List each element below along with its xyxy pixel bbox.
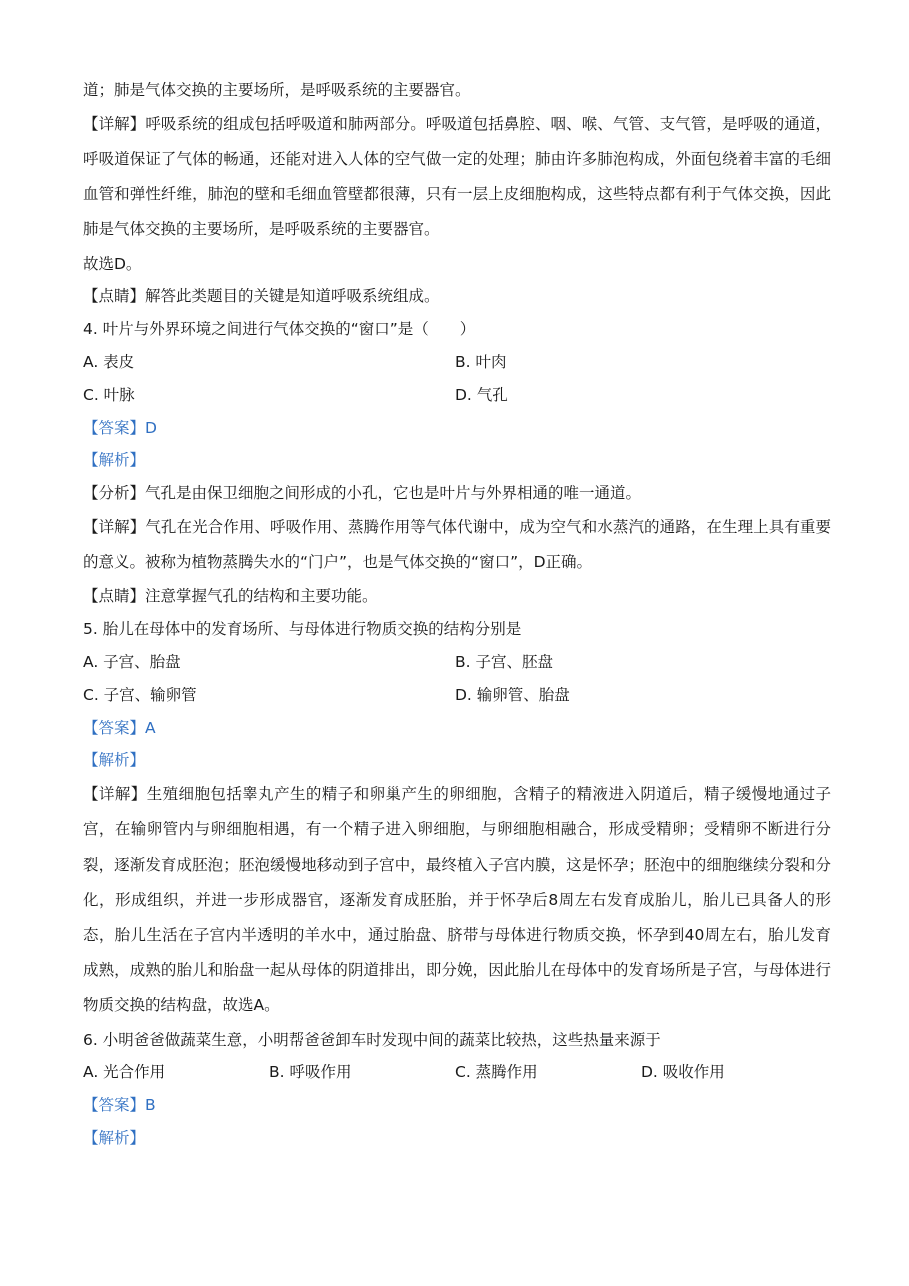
answer-label: 【答案】A [83, 718, 156, 737]
option-a: A. 子宫、胎盘 [83, 652, 181, 671]
options-row [83, 679, 831, 712]
options-row [83, 346, 831, 379]
option-d: D. 吸收作用 [641, 1063, 725, 1082]
question-stem: 4. 叶片与外界环境之间进行气体交换的“窗口”是（ ） [83, 320, 476, 339]
text-line: 故选D。 [83, 254, 142, 273]
analysis-label: 【解析】 [83, 451, 146, 470]
option-d: D. 气孔 [455, 385, 508, 404]
option-b: B. 子宫、胚盘 [455, 652, 553, 671]
answer-label: 【答案】B [83, 1096, 156, 1115]
option-b: B. 叶肉 [455, 353, 507, 371]
option-c: C. 蒸腾作用 [455, 1063, 538, 1082]
option-b: B. 呼吸作用 [269, 1063, 352, 1082]
option-c: C. 叶脉 [83, 385, 135, 404]
answer-label: 【答案】D [83, 418, 157, 437]
option-c: C. 子宫、输卵管 [83, 685, 197, 704]
detail-paragraph: 【详解】气孔在光合作用、呼吸作用、蒸腾作用等气体代谢中，成为空气和水蒸汽的通路，在生理上具有重要的意义。被称为植物蒸腾失水的“门户”，也是气体交换的“窗口”，D正确。 [83, 517, 831, 572]
option-a: A. 表皮 [83, 353, 135, 371]
option-a: A. 光合作用 [83, 1063, 166, 1082]
options-row [83, 646, 831, 679]
detail-paragraph: 【详解】呼吸系统的组成包括呼吸道和肺两部分。呼吸道包括鼻腔、咽、喉、气管、支气管，是呼吸的通道，呼吸道保证了气体的畅通，还能对进入人体的空气做一定的处理；肺由许多肺泡构成，外面包绕着丰富的毛细血管和弹性纤维，肺泡的壁和毛细血管壁都很薄，只有一层上皮细胞构成，这些特点都有利于气体交换，因此肺是气体交换的主要场所，是呼吸系统的主要器官。 [83, 114, 831, 239]
options-row [83, 379, 831, 412]
option-d: D. 输卵管、胎盘 [455, 685, 570, 704]
tip-line: 【点睛】解答此类题目的关键是知道呼吸系统组成。 [83, 287, 440, 306]
analysis-label: 【解析】 [83, 1128, 146, 1147]
options-row [83, 1056, 831, 1089]
detail-paragraph: 【详解】生殖细胞包括睾丸产生的精子和卵巢产生的卵细胞，含精子的精液进入阴道后，精子缓慢地通过子宫，在输卵管内与卵细胞相遇，有一个精子进入卵细胞，与卵细胞相融合，形成受精卵；受精卵不断进行分裂，逐渐发育成胚泡；胚泡缓慢地移动到子宫中，最终植入子宫内膜，这是怀孕；胚泡中的细胞继续分裂和分化，形成组织，并进一步形成器官，逐渐发育成胚胎，并于怀孕后8周左右发育成胎儿，胎儿已具备人的形态，胎儿生活在子宫内半透明的羊水中，通过胎盘、脐带与母体进行物质交换，怀孕到40周左右，胎儿发育成熟，成熟的胎儿和胎盘一起从母体的阴道排出，即分娩，因此胎儿在母体中的发育场所是子宫，与母体进行物质交换的结构盘，故选A。 [83, 785, 831, 1015]
text-line: 道；肺是气体交换的主要场所，是呼吸系统的主要器官。 [83, 81, 471, 99]
question-stem: 5. 胎儿在母体中的发育场所、与母体进行物质交换的结构分别是 [83, 620, 522, 639]
analysis-label: 【解析】 [83, 751, 146, 770]
question-stem: 6. 小明爸爸做蔬菜生意，小明帮爸爸卸车时发现中间的蔬菜比较热，这些热量来源于 [83, 1030, 661, 1049]
tip-line: 【点睛】注意掌握气孔的结构和主要功能。 [83, 587, 378, 606]
analysis-paragraph: 【分析】气孔是由保卫细胞之间形成的小孔，它也是叶片与外界相通的唯一通道。 [83, 484, 642, 503]
